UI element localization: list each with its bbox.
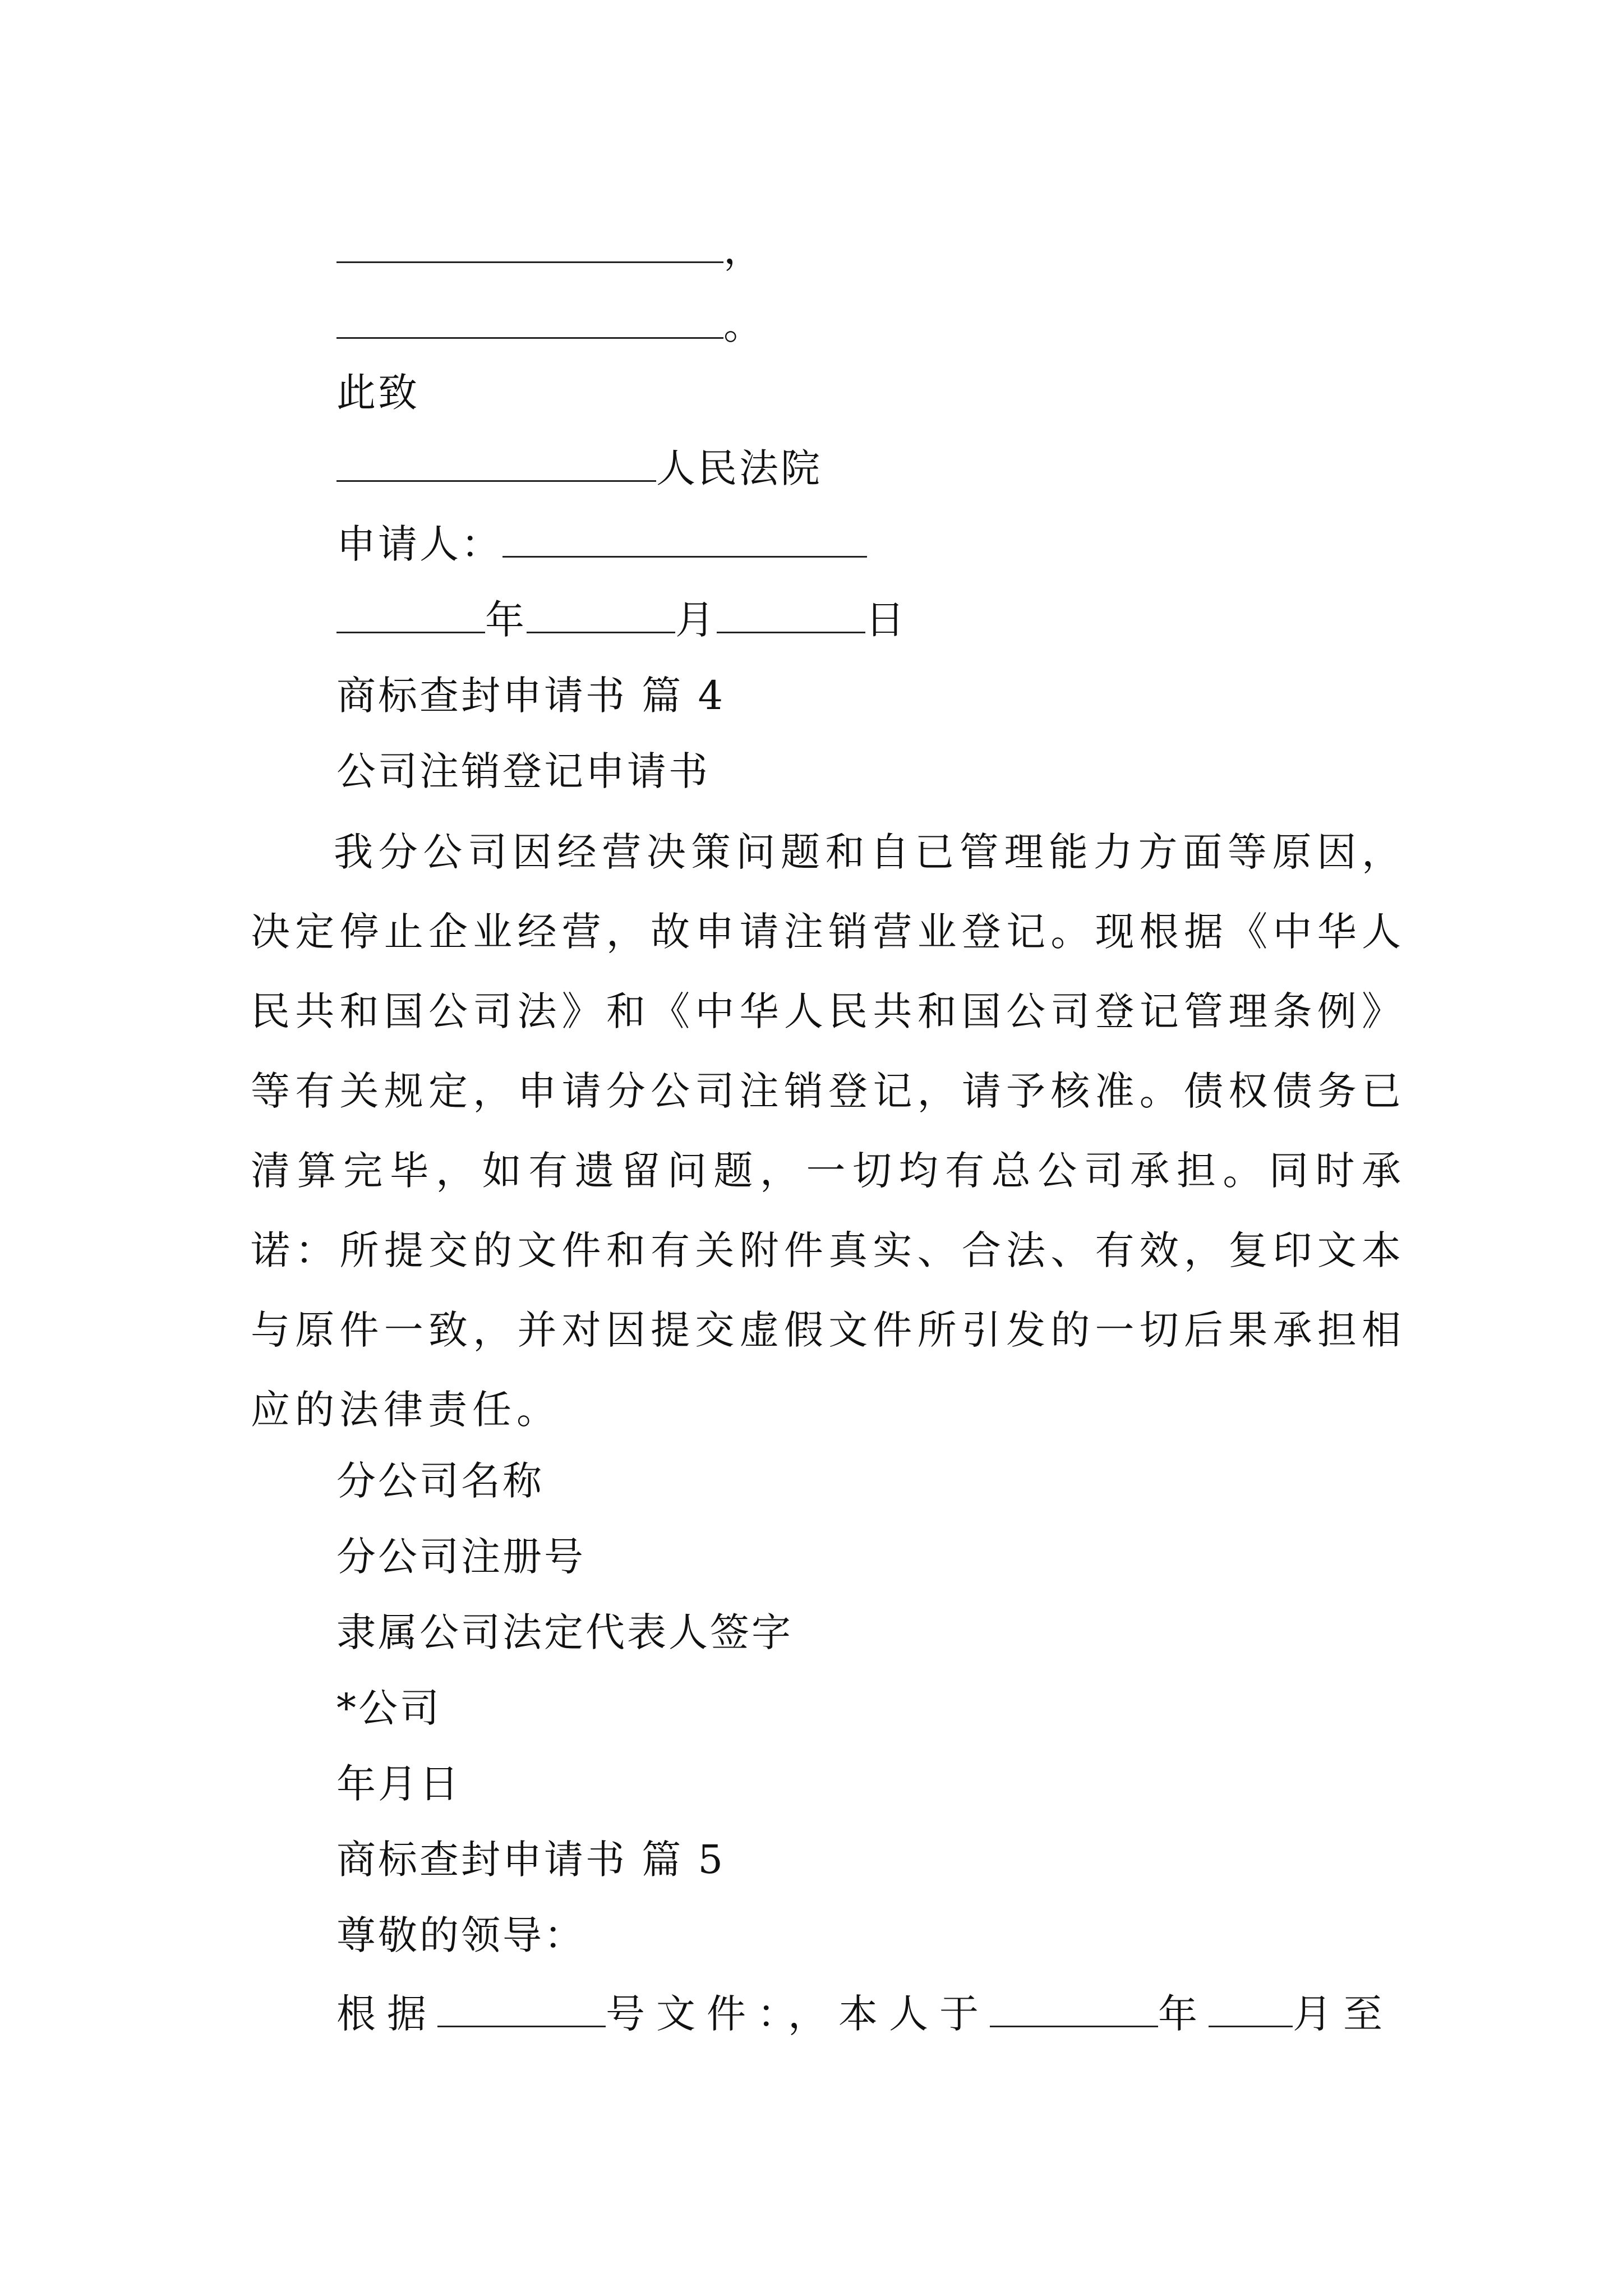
date-day: 日 bbox=[865, 597, 907, 643]
blank-line-2 bbox=[336, 300, 765, 351]
comma: ， bbox=[723, 227, 765, 273]
document-title: 公司注销登记申请书 bbox=[336, 748, 710, 794]
blank-line-1 bbox=[336, 224, 765, 275]
fill-blank bbox=[1209, 1992, 1293, 2027]
text-part-1: 根据 bbox=[336, 1991, 437, 2037]
fill-blank bbox=[336, 447, 656, 482]
last-line bbox=[336, 1989, 1394, 2039]
fill-blank bbox=[990, 1992, 1158, 2027]
applicant-line bbox=[336, 519, 867, 569]
fill-blank bbox=[527, 598, 675, 633]
fill-blank bbox=[502, 522, 867, 558]
fill-blank bbox=[717, 598, 865, 633]
date-year: 年 bbox=[485, 597, 527, 643]
date-month: 月 bbox=[675, 597, 717, 643]
applicant-label: 申请人： bbox=[336, 521, 502, 567]
section-heading-5: 商标查封申请书 篇 5 bbox=[336, 1837, 726, 1883]
body-paragraph: 我分公司因经营决策问题和自已管理能力方面等原因，决定停止企业经营，故申请注销营业登记。现根据《中华人民共和国公司法》和《中华人民共和国公司登记管理条例》等有关规定，申请分公司注销登记，请予核准。债权债务已清算完毕，如有遗留问题，一切均有总公司承担。同时承诺：所提交的文件和有关附件真实、合法、有效，复印文本与原件一致，并对因提交虚假文件所引发的一切后果承担相应的法律责任。 bbox=[251, 829, 1406, 1433]
text-part-2: 号文件：，本人于 bbox=[606, 1991, 990, 2037]
fill-blank bbox=[336, 598, 485, 633]
court-line bbox=[336, 443, 822, 494]
text-part-3: 年 bbox=[1158, 1991, 1209, 2037]
field-branch-reg-no: 分公司注册号 bbox=[336, 1534, 585, 1580]
date-line bbox=[336, 595, 907, 645]
fill-blank bbox=[336, 303, 723, 339]
date-ymd: 年月日 bbox=[336, 1761, 461, 1807]
section-heading-4: 商标查封申请书 篇 4 bbox=[336, 673, 726, 719]
company-name: *公司 bbox=[336, 1685, 441, 1731]
field-branch-name: 分公司名称 bbox=[336, 1458, 544, 1504]
fill-blank bbox=[437, 1992, 606, 2027]
greeting: 尊敬的领导： bbox=[336, 1912, 585, 1958]
text-part-4: 月至 bbox=[1293, 1991, 1394, 2037]
court-suffix: 人民法院 bbox=[656, 445, 822, 491]
period: 。 bbox=[723, 302, 765, 348]
fill-blank bbox=[336, 228, 723, 263]
field-signature: 隶属公司法定代表人签字 bbox=[336, 1609, 793, 1655]
closing-salutation: 此致 bbox=[336, 370, 419, 416]
